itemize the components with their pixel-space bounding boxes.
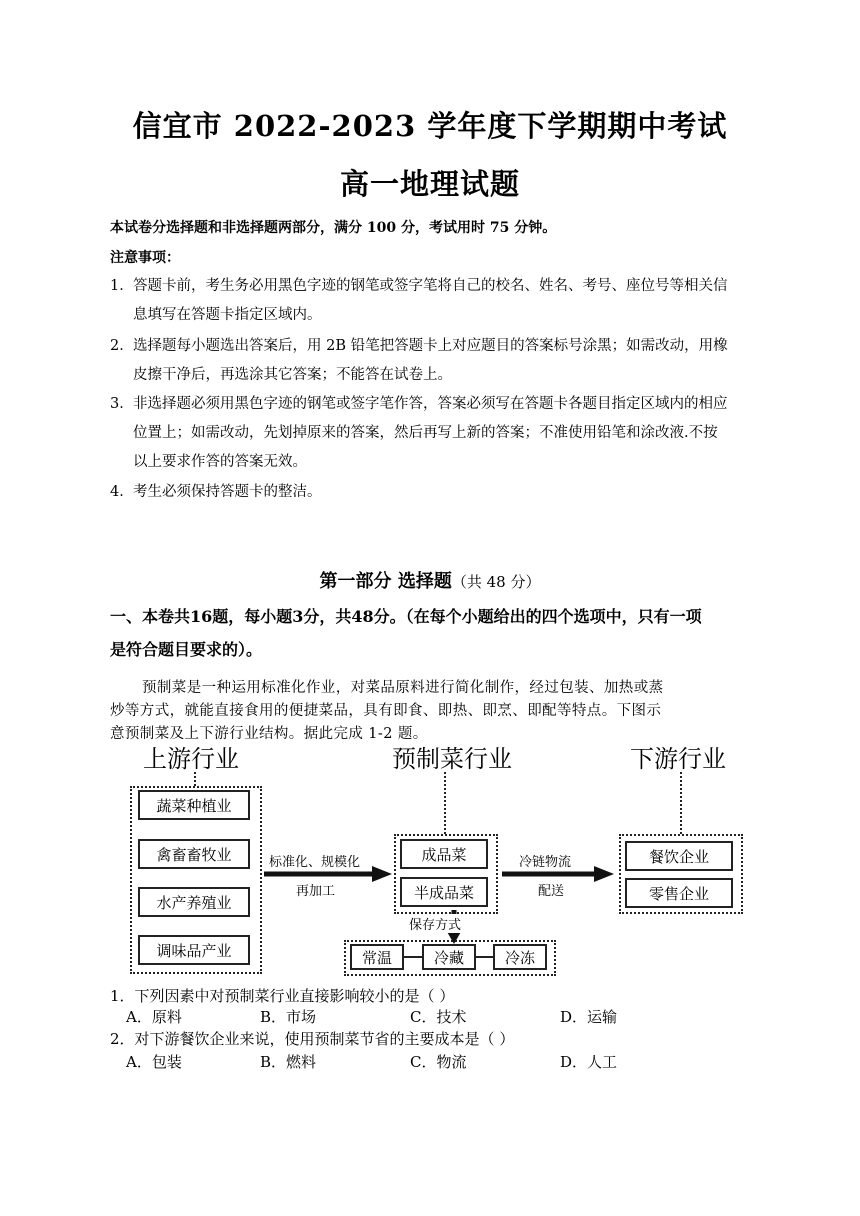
downstream-item-retail: 零售企业: [625, 878, 733, 908]
arrow1-top-label: 标准化、规模化: [269, 855, 361, 870]
note-1-line-2: 息填写在答题卡指定区域内。: [133, 307, 322, 323]
note-3-line-3: 以上要求作答的答案无效。: [133, 454, 307, 470]
section-instruction-line-1: 一、本卷共16题，每小题3分，共48分。（在每个小题给出的四个选项中，只有一项: [110, 607, 702, 626]
storage-label-left: [408, 914, 462, 933]
midstream-connector: [444, 772, 446, 834]
midstream-item-finished: 成品菜: [400, 839, 488, 869]
question-1-option-a: A．原料: [126, 1008, 182, 1026]
note-3-line-1: 非选择题必须用黑色字迹的钢笔或签字笔作答，答案必须写在答题卡各题目指定区域内的相应: [133, 396, 728, 412]
midstream-item-semi-finished: 半成品菜: [400, 877, 488, 907]
storage-item-refrigerated: 冷藏: [422, 944, 476, 970]
arrow-right-icon: [500, 864, 616, 884]
exam-title: 信宜市 2022-2023 学年度下学期期中考试: [132, 109, 728, 143]
question-1-option-c: C．技术: [410, 1008, 467, 1026]
section-title-main: 第一部分 选择题: [319, 571, 452, 592]
arrow-right-icon: [262, 864, 394, 884]
question-2-option-b: B．燃料: [260, 1053, 317, 1071]
note-1-number: 1．: [110, 278, 134, 294]
upstream-item-seasoning: 调味品产业: [138, 935, 250, 965]
question-1-option-b: B．市场: [260, 1008, 317, 1026]
question-2-stem: 2．对下游餐饮企业来说，使用预制菜节省的主要成本是（ ）: [110, 1030, 515, 1048]
note-1-line-1: 答题卡前，考生务必用黑色字迹的钢笔或签字笔将自己的校名、姓名、考号、座位号等相关信: [133, 278, 728, 294]
upstream-item-livestock: 禽畜畜牧业: [138, 839, 250, 869]
downstream-connector: [680, 772, 682, 834]
upstream-item-aquaculture: 水产养殖业: [138, 887, 250, 917]
notes-heading: 注意事项：: [110, 250, 180, 266]
question-1-stem: 1．下列因素中对预制菜行业直接影响较小的是（ ）: [110, 987, 455, 1005]
question-2-option-c: C．物流: [410, 1053, 467, 1071]
storage-item-frozen: 冷冻: [493, 944, 547, 970]
midstream-title: 预制菜行业: [392, 745, 512, 773]
section-instruction-line-2: 是符合题目要求的）。: [110, 640, 263, 659]
passage-line-3: 意预制菜及上下游行业结构。据此完成 1-2 题。: [110, 726, 428, 742]
upstream-connector: [194, 772, 196, 786]
note-2-number: 2．: [110, 338, 134, 354]
passage-line-2: 炒等方式，就能直接食用的便捷菜品，具有即食、即热、即烹、即配等特点。下图示: [110, 703, 662, 719]
note-2-line-1: 选择题每小题选出答案后，用 2B 铅笔把答题卡上对应题目的答案标号涂黑；如需改动，用橡: [133, 338, 728, 354]
section-title: [0, 567, 860, 593]
upstream-item-vegetables: 蔬菜种植业: [138, 790, 250, 820]
arrow2-top-label: 冷链物流: [519, 855, 572, 870]
storage-label: 保存方式: [409, 918, 462, 933]
note-4-line-1: 考生必须保持答题卡的整洁。: [133, 484, 322, 500]
storage-item-room-temp: 常温: [350, 944, 404, 970]
section-score-note: （共 48 分）: [451, 573, 541, 591]
exam-subtitle: 高一地理试题: [339, 167, 520, 201]
downstream-title: 下游行业: [630, 745, 726, 773]
question-2-option-a: A．包装: [126, 1053, 182, 1071]
question-1-option-d: D．运输: [560, 1008, 618, 1026]
exam-intro: 本试卷分选择题和非选择题两部分，满分 100 分，考试用时 75 分钟。: [110, 220, 557, 236]
upstream-title: 上游行业: [143, 745, 239, 773]
passage-line-1: 预制菜是一种运用标准化作业，对菜品原料进行简化制作，经过包装、加热或蒸: [142, 680, 664, 696]
arrow1-bottom-label: 再加工: [296, 884, 336, 899]
question-2-option-d: D．人工: [560, 1053, 618, 1071]
note-2-line-2: 皮擦干净后，再选涂其它答案；不能答在试卷上。: [133, 367, 452, 383]
arrow2-bottom-label: 配送: [538, 884, 565, 899]
downstream-item-catering: 餐饮企业: [625, 841, 733, 871]
note-3-line-2: 位置上；如需改动，先划掉原来的答案，然后再写上新的答案；不准使用铅笔和涂改液.不按: [133, 425, 718, 441]
note-4-number: 4．: [110, 484, 134, 500]
note-3-number: 3．: [110, 396, 134, 412]
